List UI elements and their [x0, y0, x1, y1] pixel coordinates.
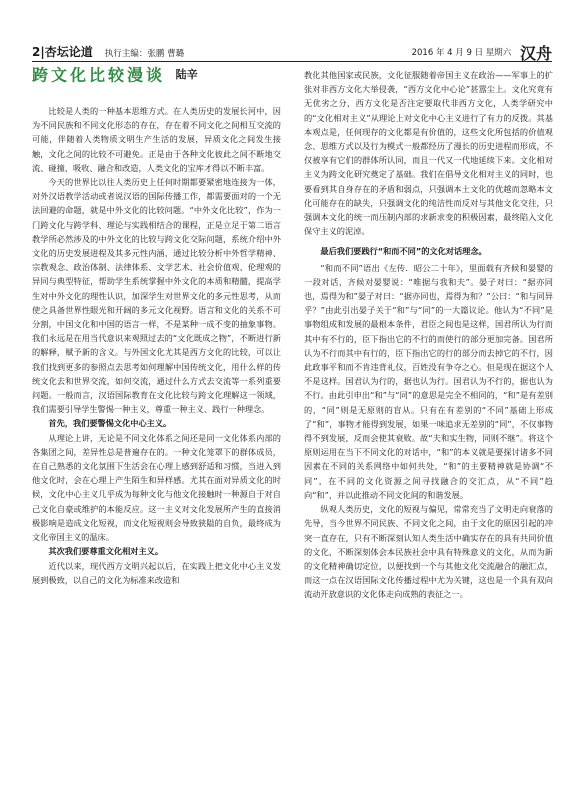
- paragraph: 今天的世界比以往人类历史上任何时期都要紧密地连接为一体，对外汉语教学活动或者说汉语的国际传播工作，都需要面对的一个无法回避的命题，就是中外文化的比较问题。“中外文化比较”，作为一门跨文化与跨学科、理论与实践相结合的课程，正是立足于第二语言教学所必然涉及的中外文化的比较与跨文化交际问题，系统介绍中外文化的历史发展进程及其多元性内涵，通过比较分析中外哲学精神、宗教观念、政治体制、法律体系、文学艺术、社会价值观、伦理观的异同与典型特征，帮助学生系统掌握中外文化的本质和精髓，提高学生对中外文化的理性认识，加深学生对世界文化的多元性思考，从而使之具备世界性眼光和开阔的多元文化视野。语言和文化的关系不可分割，中国文化和中国的语言一样，不是某种一成不变的抽象事物。我们永远是在用当代意识来观照过去的“文化既成之物”，不断进行新的解释，赋予新的含义。与外国文化尤其是西方文化的比较，可以让我们找到更多的参照点去思考如何理解中国传统文化，用什么样的传统文化去和世界交流，如何交流，通过什么方式去交流等一系列重要问题。一般而言，汉语国际教育在文化比较与跨文化理解这一领域，我们需要引导学生警惕一种主义，尊重一种主义、践行一种理念。: [32, 177, 281, 415]
- page-section: 2|杏坛论道: [32, 45, 93, 59]
- header-rule: [32, 61, 552, 62]
- section-heading: 首先，我们要警惕文化中心主义。: [48, 418, 172, 429]
- paragraph: “和而不同”语出《左传．昭公二十年》，里面载有齐候和晏婴的一段对话，齐候对晏婴说：“唯据与我和夫”。晏子对曰：“据亦同也，焉得为和”晏子对曰：“据亦同也，焉得为和？”公曰：“和与同异乎？”由此引出晏子关于“和”与“同”的一大篇议论。他认为“不同”是事物组成和发展的最根本条件，君臣之间也是这样，国君所认为行而其中有不行的，臣下指出它的不行的而使行的部分更加完备。国君所认为不行而其中有行的，臣下指出它的行的部分而去掉它的不行，因此政事平和而不肯违背礼仪，百姓没有争夺之心。但是现在据这个人不是这样。国君认为行的，据也认为行。国君认为不行的，据也认为不行。由此引申出“和”与“同”的意思是完全不相同的，“和”是有差别的，“同”则是无原则的盲从。只有在有差别的“不同”基础上形成了“和”，事物才能得到发展，如果一味追求无差别的“同”，不仅事物得不到发展，反而会使其衰败。故“夫和实生物，同则不继”。将这个原则运用在当下不同文化的对话中，“和”的本义就是要探讨诸多不同因素在不同的关系网络中如何共处，“和”的主要精神就是协调“不同”，在不同的文化资源之间寻找融合的交汇点，从“不同”趋向“和”，并以此推动不同文化间的和谐发展。: [304, 262, 553, 500]
- paragraph: 近代以来，现代西方文明兴起以后，在实践上把文化中心主义发展到极致，以自己的文化为标准来改造和: [32, 560, 281, 585]
- editors: 执行主编：张鹏 曹璐: [104, 49, 185, 59]
- paragraph: 教化其他国家或民族，文化征服随着帝国主义在政治——军事上的扩张对非西方文化大举侵袭，“西方文化中心论”甚嚣尘上。文化究竟有无优劣之分，西方文化是否注定要取代非西方文化，人类学研究中的“文化相对主义”从理论上对文化中心主义进行了有力的反拨。其基本观点是，任何现存的文化都是有价值的，这些文化所包括的价值观念、思维方式以及行为模式一般都经历了漫长的历史进程而形成，不仅被享有它们的群体所认同，而且一代又一代地延续下来。文化相对主义为跨文化研究奠定了基础。我们在倡导文化相对主义的同时，也要看到其自身存在的矛盾和弱点，只强调本土文化的优越而忽略本文化可能存在的缺失，只强调文化的纯洁性而反对与其他文化交往，只强调本文化的统一而压制内部的求新求变的积极因素，最终陷入文化保守主义的泥淖。: [304, 70, 553, 237]
- section-heading: 最后我们要践行“和而不同”的文化对话理念。: [320, 246, 487, 257]
- paragraph: 纵观人类历史，文化的短视与偏见，常常充当了文明走向衰落的先导，当今世界不同民族、不同文化之间，由于文化的原因引起的冲突一直存在，只有不断深刻认知人类生活中确实存在的具有共同价值的文化，不断深刻体会本民族社会中具有特殊意义的文化，从而为新的文化精神确切定位，以便找到一个与其他文化交流融合的融汇点，而这一点在汉语国际文化传播过程中尤为关键，这也是一个具有双向流动开放意识的文化体走向成熟的表征之一。: [304, 504, 553, 600]
- title-row: [32, 65, 281, 102]
- paragraph: 比较是人类的一种基本思维方式。在人类历史的发展长河中，因为不同民族和不同文化形态的存在，存在着不同文化之间相互交流的可能，伴随着人类物质文明生产生活的发展，异质文化之间发生接触，文化之间的比较不可避免。正是由于各种文化彼此之间不断地交流、碰撞、吸收、融合和改造，人类文化的宝库才得以不断丰富。: [32, 106, 281, 173]
- left-column: [32, 65, 281, 587]
- article-title: 跨文化比较漫谈: [32, 65, 166, 85]
- section-heading: 其次我们要尊重文化相对主义。: [48, 546, 164, 557]
- section-label: [32, 43, 184, 60]
- article-author: 陆辛: [175, 68, 198, 82]
- masthead-logo: 汉舟: [519, 44, 552, 63]
- issue-date: 2016 年 4 月 9 日 星期六: [411, 48, 512, 58]
- paragraph: 从理论上讲，无论是不同文化体系之间还是同一文化体系内部的各集团之间，差异性总是普遍存在的。一种文化笼罩下的群体成员，在自己熟悉的文化氛围下生活会在心理上感到舒适和习惯，当进入到他文化时，会在心理上产生陌生和异样感。尤其在面对异质文化的时候，文化中心主义几乎成为每种文化与他文化接触时一种源自于对自己文化自豪或维护的本能反应。这一主义对文化发展所产生的直接消极影响是造成文化短视，而文化短视则会导致狭隘的自负，最终成为文化帝国主义的温床。: [32, 432, 281, 543]
- page-header: [32, 43, 552, 61]
- right-column: [304, 68, 553, 602]
